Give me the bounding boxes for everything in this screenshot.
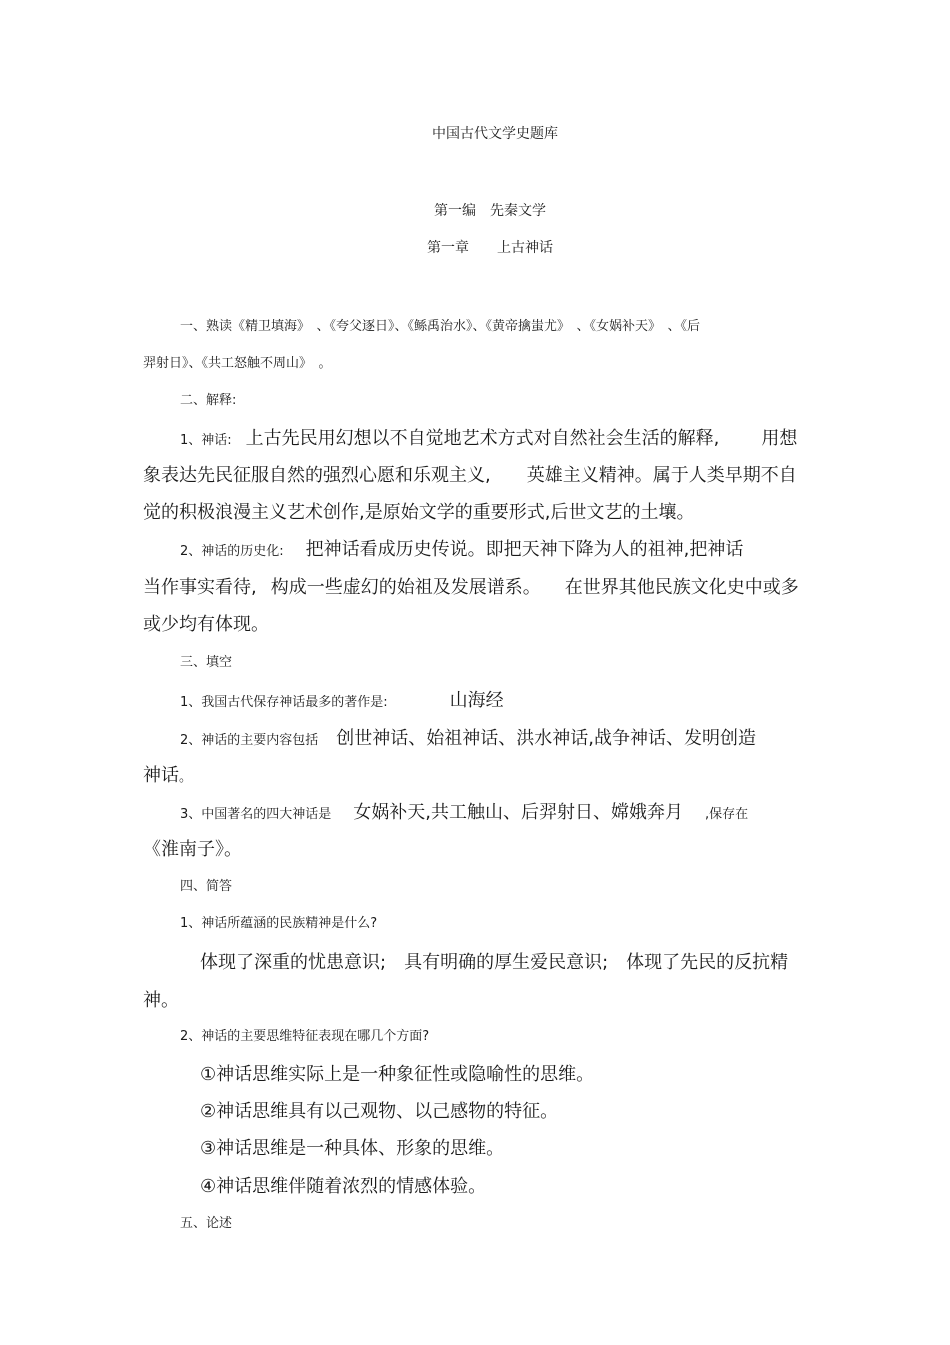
sec2-q2-text2c: 在世界其他民族文化史中或多 — [564, 577, 799, 598]
sec4-q2: 2、神话的主要思维特征表现在哪几个方面? — [180, 1029, 430, 1044]
sec2-q2-line2 — [143, 573, 799, 599]
chapter-title: 第一章 上古神话 — [427, 240, 553, 256]
sec4-a2-item1: ①神话思维实际上是一种象征性或隐喻性的思维。 — [200, 1064, 595, 1085]
sec4-q1: 1、神话所蕴涵的民族精神是什么? — [180, 916, 378, 931]
sec2-q2-line1 — [180, 535, 743, 561]
sec3-q2-line2 — [143, 761, 192, 787]
sec3-q1 — [180, 686, 504, 712]
sec4-a1-part2: 具有明确的厚生爱民意识; — [404, 952, 609, 973]
sec2-q1-text2b: 英雄主义精神。属于人类早期不自 — [526, 465, 797, 486]
sec4-heading: 四、简答 — [180, 879, 233, 894]
sec2-q1-label: 1、神话: — [180, 433, 232, 448]
sec3-q2-line1 — [180, 724, 756, 750]
sec2-q1-line1 — [180, 424, 797, 450]
sec3-q2-answer-cont: 神话 — [143, 765, 179, 786]
sec3-q3-line2: 《淮南子》。 — [143, 839, 242, 860]
sec2-heading: 二、解释: — [180, 393, 237, 408]
sec4-a2-item3: ③神话思维是一种具体、形象的思维。 — [200, 1138, 505, 1159]
sec3-q3-label: 3、中国著名的四大神话是 — [180, 807, 332, 822]
sec2-q2-text1: 把神话看成历史传说。即把天神下降为人的祖神,把神话 — [305, 539, 744, 560]
sec2-q1-text2a: 象表达先民征服自然的强烈心愿和乐观主义, — [143, 465, 491, 486]
sec4-a2-item2: ②神话思维具有以己观物、以己感物的特征。 — [200, 1101, 559, 1122]
sec4-a1-line2: 神。 — [143, 990, 179, 1011]
sec3-q1-answer: 山海经 — [449, 690, 504, 711]
sec3-q2-answer: 创世神话、始祖神话、洪水神话,战争神话、发明创造 — [336, 728, 757, 749]
sec3-heading: 三、填空 — [180, 655, 233, 670]
sec3-q1-label: 1、我国古代保存神话最多的著作是: — [180, 695, 388, 710]
sec2-q2-text2a: 当作事实看待, — [143, 577, 257, 598]
sec2-q2-label: 2、神话的历史化: — [180, 544, 284, 559]
sec3-q2-label: 2、神话的主要内容包括 — [180, 733, 319, 748]
sec2-q1-line2 — [143, 461, 797, 487]
sec2-q2-line3: 或少均有体现。 — [143, 614, 269, 635]
sec3-q2-end: 。 — [179, 770, 193, 785]
sec4-a2-item4: ④神话思维伴随着浓烈的情感体验。 — [200, 1176, 487, 1197]
sec4-a1-line1 — [200, 948, 788, 974]
sec1-line2: 羿射日》、《共工怒触不周山》 。 — [143, 356, 332, 371]
sec2-q1-text1b: 用想 — [761, 428, 798, 449]
sec2-q2-text2b: 构成一些虚幻的始祖及发展谱系。 — [270, 577, 541, 598]
part-title: 第一编 先秦文学 — [434, 203, 546, 219]
sec4-a1-part1: 体现了深重的忧患意识; — [200, 952, 387, 973]
sec1-line1: 一、熟读《精卫填海》 、《夸父逐日》、《鲧禹治水》、《黄帝擒蚩尤》 、《女娲补天》 、《后 — [180, 319, 701, 334]
sec2-q1-line3: 觉的积极浪漫主义艺术创作,是原始文学的重要形式,后世文艺的土壤。 — [143, 502, 695, 523]
sec4-a1-part3: 体现了先民的反抗精 — [626, 952, 789, 973]
sec5-heading: 五、论述 — [180, 1216, 233, 1231]
sec2-q1-text1: 上古先民用幻想以不自觉地艺术方式对自然社会生活的解释, — [245, 428, 720, 449]
sec3-q3-answer: 女娲补天,共工触山、后羿射日、嫦娥奔月 — [353, 802, 684, 823]
document-title: 中国古代文学史题库 — [432, 126, 558, 142]
sec3-q3-line1 — [180, 798, 748, 824]
sec3-q3-tail: ,保存在 — [705, 807, 749, 822]
